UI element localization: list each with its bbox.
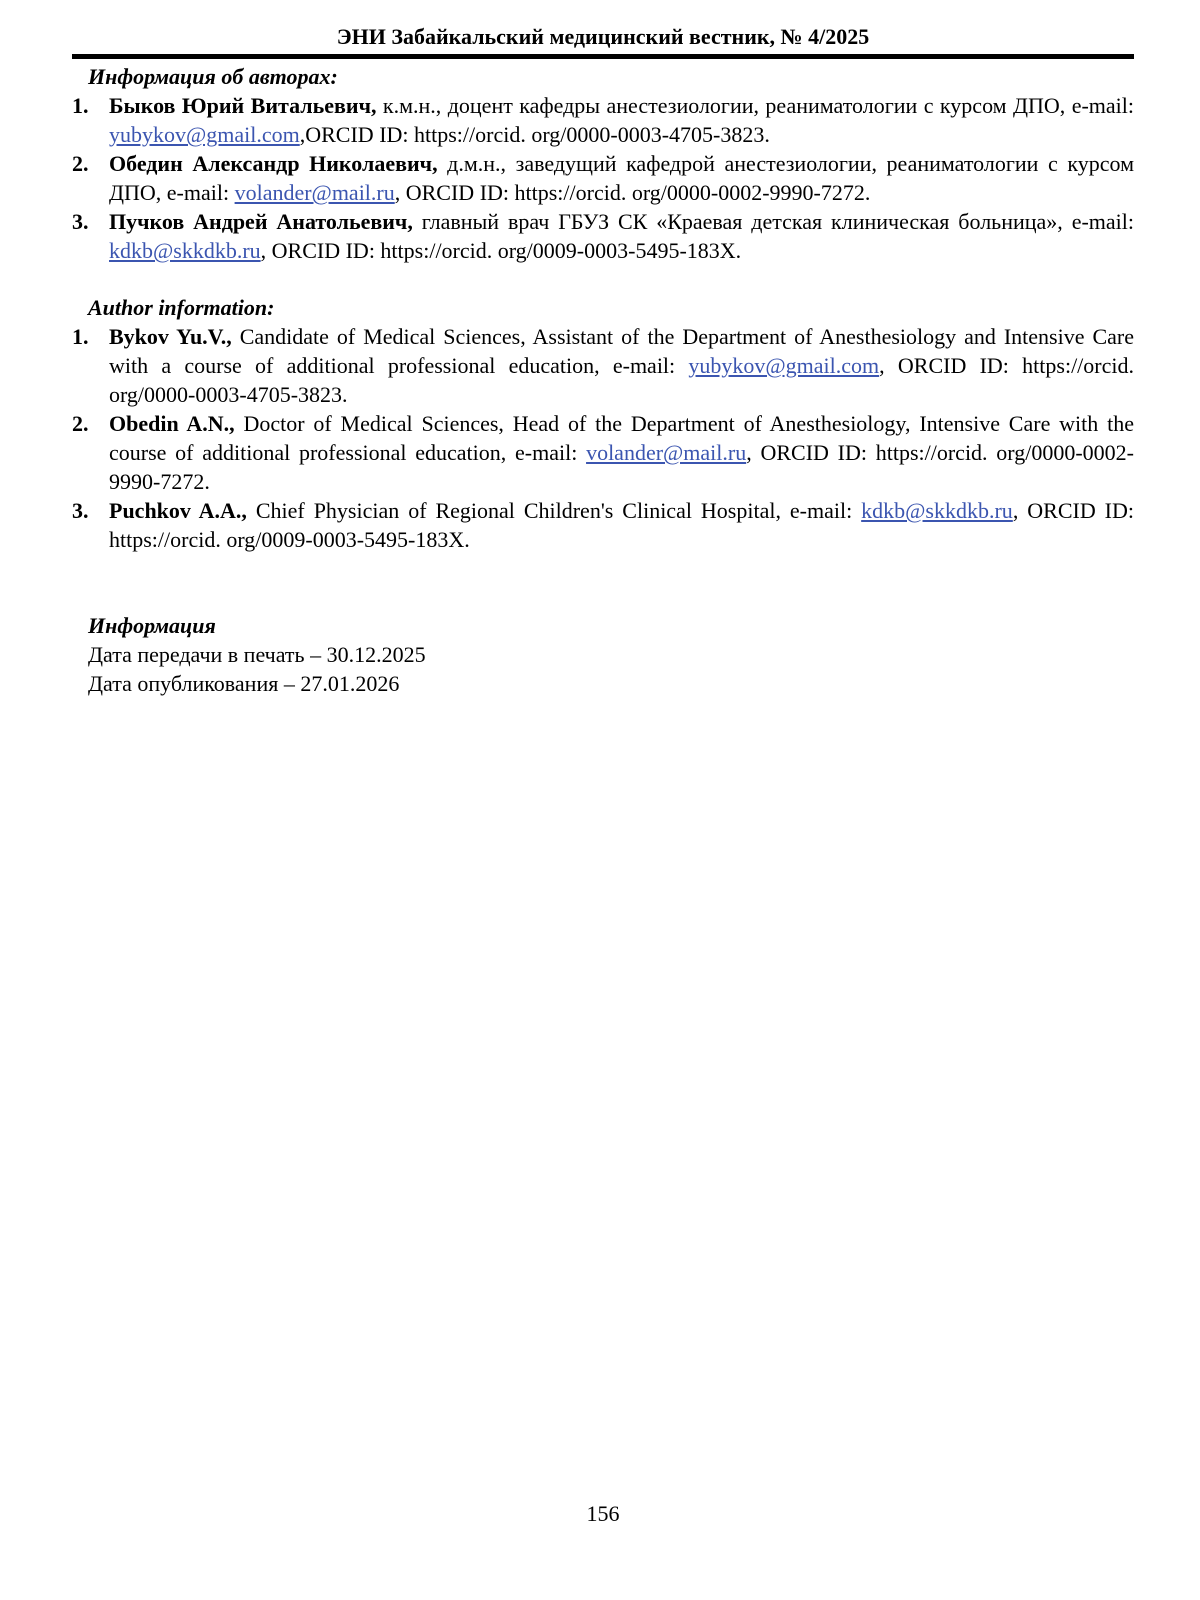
print-date: Дата передачи в печать – 30.12.2025: [88, 642, 426, 667]
ru-author-orcid: , ORCID ID: https://orcid. org/0009-0003-5495-183X.: [260, 238, 742, 263]
ru-author-name: Быков Юрий Витальевич,: [109, 93, 377, 118]
ru-author-item: [72, 149, 1134, 207]
en-author-email-link[interactable]: volander@mail.ru: [586, 440, 747, 465]
ru-author-number: 2.: [72, 151, 89, 176]
section-spacer: [72, 554, 1134, 611]
en-author-number: 2.: [72, 411, 89, 436]
publication-info: [88, 640, 1134, 698]
ru-author-email-link[interactable]: yubykov@gmail.com: [109, 122, 300, 147]
ru-author-item: [72, 207, 1134, 265]
ru-author-details: д.м.н., заведущий кафедрой анестезиологии, реаниматологии с курсом ДПО, e-mail:: [109, 151, 1134, 205]
en-author-email-link[interactable]: kdkb@skkdkb.ru: [861, 498, 1013, 523]
ru-author-number: 3.: [72, 209, 89, 234]
section-spacer: [72, 265, 1134, 293]
en-author-item: [72, 409, 1134, 496]
publication-date: Дата опубликования – 27.01.2026: [88, 671, 400, 696]
en-author-details: Candidate of Medical Sciences, Assistant of the Department of Anesthesiology and Intensive Care with a course of additional professional education, e-mail:: [109, 324, 1135, 378]
en-author-orcid: , ORCID ID: https://orcid. org/0009-0003-5495-183X.: [109, 498, 1134, 552]
en-author-item: [72, 322, 1134, 409]
en-authors-list: [72, 322, 1134, 554]
info-heading: Информация: [88, 613, 216, 638]
ru-author-email-link[interactable]: volander@mail.ru: [234, 180, 395, 205]
en-authors-heading: Author information:: [88, 295, 275, 320]
en-author-name: Bykov Yu.V.,: [109, 324, 232, 349]
en-author-orcid: , ORCID ID: https://orcid. org/0000-0002-9990-7272.: [109, 440, 1135, 494]
ru-authors-list: [72, 91, 1134, 265]
journal-running-header: ЭНИ Забайкальский медицинский вестник, № 4/2025: [336, 24, 870, 49]
en-author-name: Puchkov A.A.,: [109, 498, 247, 523]
en-author-number: 1.: [72, 324, 89, 349]
en-author-item: [72, 496, 1134, 554]
en-author-email-link[interactable]: yubykov@gmail.com: [688, 353, 880, 378]
en-author-details: Chief Physician of Regional Children's Clinical Hospital, e-mail:: [246, 498, 862, 523]
en-author-name: Obedin A.N.,: [109, 411, 235, 436]
ru-author-item: [72, 91, 1134, 149]
page-content: [72, 62, 1134, 698]
ru-author-number: 1.: [72, 93, 89, 118]
ru-author-name: Пучков Андрей Анатольевич,: [109, 209, 413, 234]
header-rule: [72, 54, 1134, 59]
ru-author-email-link[interactable]: kdkb@skkdkb.ru: [109, 238, 261, 263]
ru-authors-heading: Информация об авторах:: [88, 64, 338, 89]
document-page: [72, 0, 1134, 1600]
page-number: 156: [586, 1501, 620, 1526]
en-author-details: Doctor of Medical Sciences, Head of the Department of Anesthesiology, Intensive Care with the course of additional professional education, e-mail:: [109, 411, 1134, 465]
ru-author-orcid: , ORCID ID: https://orcid. org/0000-0002-9990-7272.: [394, 180, 871, 205]
en-author-orcid: , ORCID ID: https://orcid. org/0000-0003-4705-3823.: [109, 353, 1134, 407]
ru-author-details: к.м.н., доцент кафедры анестезиологии, реаниматологии с курсом ДПО, e-mail:: [376, 93, 1135, 118]
ru-author-orcid: ,ORCID ID: https://orcid. org/0000-0003-4705-3823.: [299, 122, 770, 147]
ru-author-name: Обедин Александр Николаевич,: [109, 151, 438, 176]
en-author-number: 3.: [72, 498, 89, 523]
ru-author-details: главный врач ГБУЗ СК «Краевая детская клиническая больница», e-mail:: [412, 209, 1134, 234]
